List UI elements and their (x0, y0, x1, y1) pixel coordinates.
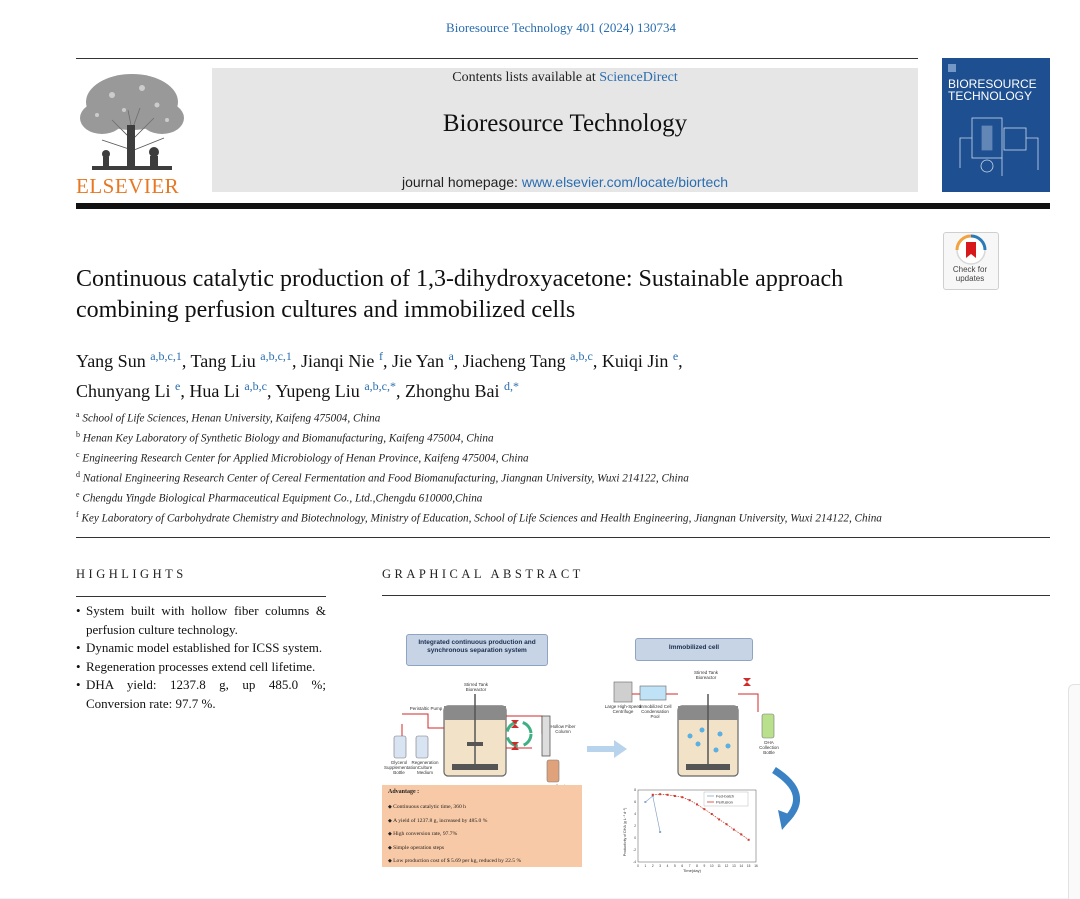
series-line-fed-batch (645, 796, 660, 832)
sciencedirect-link[interactable]: ScienceDirect (599, 70, 678, 85)
author-name: Kuiqi Jin (601, 351, 669, 371)
legend-perfusion: Perfusion (716, 799, 733, 805)
x-tick-label: 14 (739, 864, 744, 868)
affiliation-item (76, 487, 936, 507)
affiliation-text: Key Laboratory of Carbohydrate Chemistry and Biotechnology, Ministry of Education, School of Life Sciences and Health Engineering, Jiangnan University, Wuxi 214122, China (81, 512, 882, 525)
data-point-perfusion (726, 823, 728, 825)
highlights-heading: HIGHLIGHTS (76, 567, 187, 581)
author-name: Jianqi Nie (300, 351, 375, 371)
x-tick-label: 13 (732, 864, 736, 868)
author-affil-marks[interactable]: e (175, 379, 181, 393)
author-affil-marks[interactable]: a,b,c,1 (260, 349, 292, 363)
left-reactor-drawing (444, 694, 506, 776)
x-tick-label: 1 (644, 864, 647, 868)
author[interactable] (602, 351, 678, 371)
x-tick-label: 0 (637, 864, 639, 868)
advantage-title: Advantage : (388, 789, 420, 795)
graphical-abstract-figure[interactable] (382, 624, 812, 874)
data-point-perfusion (740, 833, 742, 835)
affiliation-text: School of Life Sciences, Henan University, Kaifeng 475004, China (82, 412, 381, 425)
author-affil-marks[interactable]: a (448, 349, 454, 363)
x-tick-label: 2 (651, 864, 654, 868)
label-dha-right: DHA Collection Bottle (759, 740, 779, 755)
author-name: Jie Yan (391, 351, 444, 371)
x-tick-label: 16 (754, 864, 758, 868)
author[interactable] (463, 351, 593, 371)
highlight-item: • Regeneration processes extend cell lifetime. (76, 658, 326, 677)
affiliation-key: a (76, 410, 80, 419)
data-point-perfusion (718, 818, 720, 820)
author-affil-marks[interactable]: f (378, 349, 383, 363)
legend-fed-batch: Fed-batch (716, 793, 735, 799)
data-point-perfusion (733, 829, 735, 831)
homepage-prefix: journal homepage: (401, 174, 522, 190)
chart-legend (704, 792, 748, 806)
productivity-chart (622, 782, 762, 874)
graphical-abstract-rule (382, 595, 1050, 596)
advantage-item: ◆ High conversion rate, 97.7% (388, 828, 521, 842)
header-thick-rule (76, 203, 1050, 209)
author-affil-marks[interactable]: e (672, 349, 679, 363)
affiliation-item (76, 407, 936, 427)
author-name: Tang Liu (190, 351, 256, 371)
affiliation-text: Engineering Research Center for Applied Microbiology of Henan Province, Kaifeng 475004, China (82, 452, 529, 465)
highlight-item: • DHA yield: 1237.8 g, up 485.0 %; Conversion rate: 97.7 %. (76, 676, 326, 713)
affiliation-item (76, 507, 936, 527)
x-tick-label: 9 (703, 864, 706, 868)
highlight-item: • Dynamic model established for ICSS system. (76, 639, 326, 658)
author-name: Yupeng Liu (275, 381, 360, 401)
author-affil-marks[interactable]: a,b,c,* (364, 379, 396, 393)
affiliation-list (76, 407, 936, 527)
author[interactable] (301, 351, 383, 371)
data-point-perfusion (652, 794, 654, 796)
advantage-item: ◆ Simple operation steps (388, 842, 521, 856)
highlights-list (76, 602, 326, 713)
affiliation-item (76, 447, 936, 467)
affiliation-key: e (76, 489, 80, 499)
data-point-fed-batch (644, 801, 646, 803)
homepage-link[interactable]: www.elsevier.com/locate/biortech (521, 174, 729, 190)
x-tick-label: 3 (659, 864, 662, 868)
affiliation-key: f (76, 509, 79, 519)
x-tick-label: 5 (673, 864, 676, 868)
y-tick-label: 6 (634, 800, 636, 804)
cover-title: BIORESOURCE TECHNOLOGY (948, 77, 1037, 103)
affiliation-item (76, 467, 936, 487)
author-name: Zhonghu Bai (404, 381, 500, 401)
author-affil-marks[interactable]: a,b,c (570, 349, 593, 363)
author[interactable] (189, 381, 267, 401)
author-affil-marks[interactable]: d,* (503, 379, 519, 393)
contents-prefix: Contents lists available at (452, 70, 600, 85)
author-list: Yang Sun $^{a,b,c,1}$, Tang Liu $^{a,b,c,1}$, Jianqi Nie $^f$, Jie Yan $^a$, Jiacheng Tang $^{a,b,c}$, Kuiqi Jin $^e$, Chunyang Li $^e$, Hua Li $^{a,b,c}$, Yupeng Liu $^{a,b,c,*}$, Zhonghu Bai $^{d,*}$ (76, 349, 683, 401)
x-tick-label: 8 (696, 864, 698, 868)
y-tick-label: 2 (634, 824, 636, 828)
author-affil-marks[interactable]: a,b,c,1 (150, 349, 182, 363)
author-affil-marks[interactable]: a,b,c (244, 379, 267, 393)
x-tick-label: 10 (709, 864, 714, 868)
highlight-item: • System built with hollow fiber columns & perfusion culture technology. (76, 602, 326, 639)
check-for-updates-label: Check for updates (952, 265, 988, 283)
chart-xlabel: Time(day) (683, 868, 701, 873)
homepage-line (212, 174, 918, 190)
advantage-box (382, 785, 582, 867)
x-tick-label: 6 (681, 864, 684, 868)
data-point-perfusion (748, 839, 750, 841)
left-panel-title: Integrated continuous production and synchronous separation system (406, 634, 548, 666)
contents-line (212, 70, 918, 86)
author[interactable] (275, 381, 396, 401)
label-glycerol: Glycerol Supplementation Bottle (384, 760, 418, 775)
chart-ylabel: Productivity of DHA (g L⁻¹ d⁻¹) (623, 807, 627, 857)
label-peristaltic-pump: Peristaltic Pump (409, 706, 443, 711)
author[interactable] (392, 351, 454, 371)
y-tick-label: -4 (633, 860, 636, 864)
author[interactable] (76, 351, 182, 371)
x-tick-label: 11 (717, 864, 721, 868)
label-stirred-tank-right: Stirred Tank Bioreactor (694, 670, 718, 680)
graphical-abstract-heading: GRAPHICAL ABSTRACT (382, 567, 584, 581)
elsevier-wordmark: ELSEVIER (76, 174, 180, 198)
advantage-item: ◆ Low production cost of $ 5.69 per kg, reduced by 22.5 % (388, 855, 521, 869)
x-tick-label: 12 (724, 864, 729, 868)
journal-citation-link[interactable]: Bioresource Technology 401 (2024) 130734 (446, 20, 676, 35)
y-tick-label: 0 (634, 836, 636, 840)
label-hollow-fiber: Hollow Fiber Column (550, 724, 576, 734)
affiliation-key: d (76, 469, 80, 479)
data-point-perfusion (681, 796, 683, 798)
label-centrifuge: Large High-Speed Centrifuge (604, 704, 642, 714)
author-name: Chunyang Li (76, 381, 171, 401)
data-point-perfusion (703, 808, 705, 810)
label-regeneration: Regeneration Culture Medium (411, 760, 439, 775)
y-tick-label: 4 (634, 812, 636, 816)
affiliation-key: c (76, 449, 80, 459)
x-tick-label: 7 (688, 864, 691, 868)
data-point-perfusion (689, 799, 691, 801)
advantage-list (388, 801, 521, 869)
label-stirred-tank-left: Stirred Tank Bioreactor (464, 682, 488, 692)
banner-top-rule (76, 58, 918, 59)
highlights-rule (76, 596, 326, 597)
author-name: Jiacheng Tang (462, 351, 566, 371)
y-tick-label: -2 (633, 848, 636, 852)
affiliation-text: National Engineering Research Center of Cereal Fermentation and Food Biomanufacturing, Jiangnan University, Wuxi 214122, China (82, 472, 689, 485)
article-title: Continuous catalytic production of 1,3-dihydroxyacetone: Sustainable approach combining perfusion cultures and immobilized cells (76, 266, 844, 323)
data-point-perfusion (696, 803, 698, 805)
advantage-item: ◆ A yield of 1237.8 g, increased by 485.0 % (388, 815, 521, 829)
author-name: Yang Sun (76, 351, 146, 371)
affiliation-key: b (76, 429, 80, 439)
author-name: Hua Li (189, 381, 240, 401)
data-point-perfusion (674, 795, 676, 797)
author[interactable] (191, 351, 292, 371)
affiliation-text: Henan Key Laboratory of Synthetic Biology and Biomanufacturing, Kaifeng 475004, China (82, 432, 494, 445)
author[interactable] (405, 381, 519, 401)
data-point-perfusion (667, 794, 669, 796)
author[interactable] (76, 381, 180, 401)
advantage-item: ◆ Continuous catalytic time, 360 h (388, 801, 521, 815)
x-tick-label: 15 (746, 864, 751, 868)
data-point-perfusion (711, 813, 713, 815)
label-immobilized-pool: Immobilized Cell Condensation Pool (638, 704, 672, 719)
affiliation-item (76, 427, 936, 447)
x-tick-label: 4 (666, 864, 669, 868)
scroll-panel-edge (1068, 684, 1080, 899)
affiliation-text: Chengdu Yingde Biological Pharmaceutical Equipment Co., Ltd.,Chengdu 610000,China (82, 492, 483, 505)
right-panel-title: Immobilized cell (635, 638, 753, 661)
data-point-fed-batch (659, 831, 661, 833)
journal-name: Bioresource Technology (442, 110, 688, 137)
y-tick-label: 8 (634, 788, 636, 792)
section-divider (76, 537, 1050, 538)
data-point-perfusion (659, 793, 661, 795)
